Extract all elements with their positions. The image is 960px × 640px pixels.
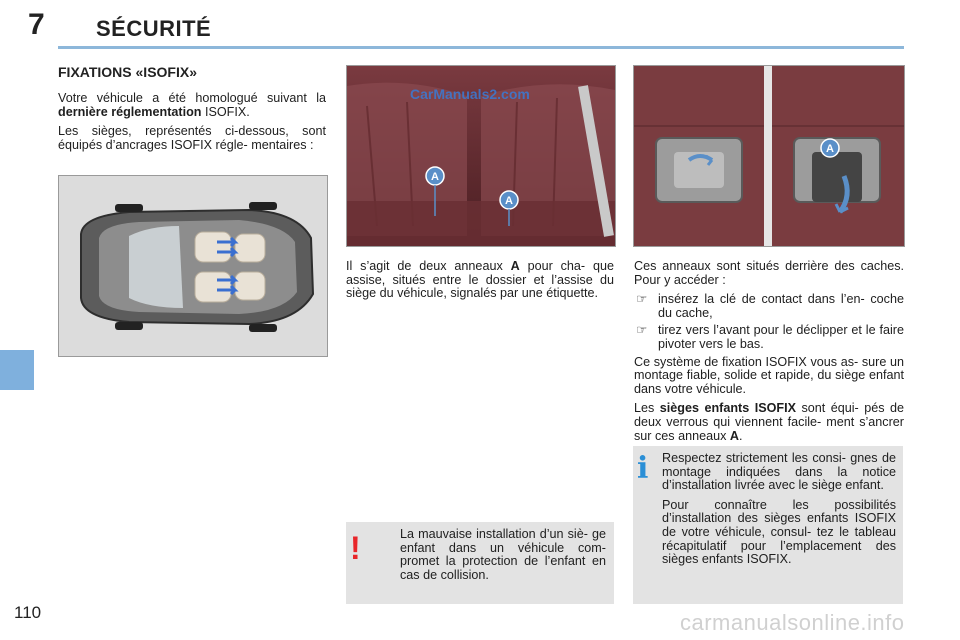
intro-text-part: ISOFIX. xyxy=(201,104,250,119)
child-seats-bold: A xyxy=(729,428,740,443)
child-seats-text-part: . xyxy=(739,428,743,443)
list-item xyxy=(634,324,904,351)
hand-pointer-icon: ☞ xyxy=(636,323,648,338)
info-paragraph: Respectez strictement les consi- gnes de montage indiquées dans la notice d’installation livrée avec le siège enfant. xyxy=(662,451,896,493)
watermark: CarManuals2.com xyxy=(410,86,530,102)
page-number: 110 xyxy=(14,603,42,622)
access-intro: Ces anneaux sont situés derrière des caches. Pour y accéder : xyxy=(634,259,904,287)
anchor-label-a: A xyxy=(826,143,834,155)
anchor-bold: A xyxy=(510,259,520,273)
warning-text: La mauvaise installation d’un siè- ge enfant dans un véhicule com- promet la protection de l’enfant en cas de collision. xyxy=(400,527,606,582)
anchor-text-part: Il s’agit de deux anneaux xyxy=(346,259,511,273)
child-seats-bold: sièges enfants ISOFIX xyxy=(659,401,796,416)
hand-pointer-icon: ☞ xyxy=(636,292,648,307)
list-item-text: tirez vers l’avant pour le déclipper et le faire pivoter vers le bas. xyxy=(658,323,904,351)
chapter-title: SÉCURITÉ xyxy=(96,16,212,41)
chapter-side-tab xyxy=(0,350,34,390)
chapter-number: 7 xyxy=(28,8,45,41)
anchor-paragraph xyxy=(346,260,614,301)
anchor-cover-illustration xyxy=(634,66,904,246)
child-seats-paragraph xyxy=(634,402,904,443)
anchor-label-a: A xyxy=(505,195,513,207)
anchor-label-a: A xyxy=(431,171,439,183)
warning-icon: ! xyxy=(350,530,361,566)
child-seats-text-part: sont équi- pés de deux verrous qui viennent facile- ment s’ancrer sur ces anneaux xyxy=(634,401,904,443)
info-icon: i xyxy=(637,451,649,486)
footer-watermark: carmanualsonline.info xyxy=(680,610,905,635)
header-rule xyxy=(58,46,904,49)
anchor-text-part: pour cha- que assise, situés entre le dossier et l’assise du siège du véhicule, signalés par une étiquette. xyxy=(346,259,614,301)
intro-text xyxy=(58,92,326,158)
info-text xyxy=(662,452,896,573)
section-title: FIXATIONS «ISOFIX» xyxy=(58,64,197,80)
child-seats-text-part: Les xyxy=(634,401,660,416)
car-illustration xyxy=(59,176,327,356)
info-paragraph: Pour connaître les possibilités d’installation des sièges enfants ISOFIX de votre véhicule, consul- tez le tableau récapitulatif pour l’emplacement des sièges enfants ISOFIX. xyxy=(662,497,896,567)
anchor-description xyxy=(346,260,614,307)
list-item xyxy=(634,293,904,320)
access-instructions xyxy=(634,260,904,449)
intro-bold: dernière réglementation xyxy=(58,104,202,119)
list-item-text: insérez la clé de contact dans l’en- coche du cache, xyxy=(658,292,904,320)
car-top-view-figure xyxy=(58,175,328,357)
instruction-list xyxy=(634,293,904,351)
system-paragraph: Ce système de fixation ISOFIX vous as- sure un montage fiable, solide et rapide, du siège enfant dans votre véhicule. xyxy=(634,354,904,396)
seats-paragraph: Les sièges, représentés ci-dessous, sont équipés d’ancrages ISOFIX régle- mentaires : xyxy=(58,124,326,152)
intro-paragraph xyxy=(58,92,326,119)
intro-text-part: Votre véhicule a été homologué suivant la xyxy=(58,91,326,105)
anchor-cover-photo xyxy=(633,65,905,247)
